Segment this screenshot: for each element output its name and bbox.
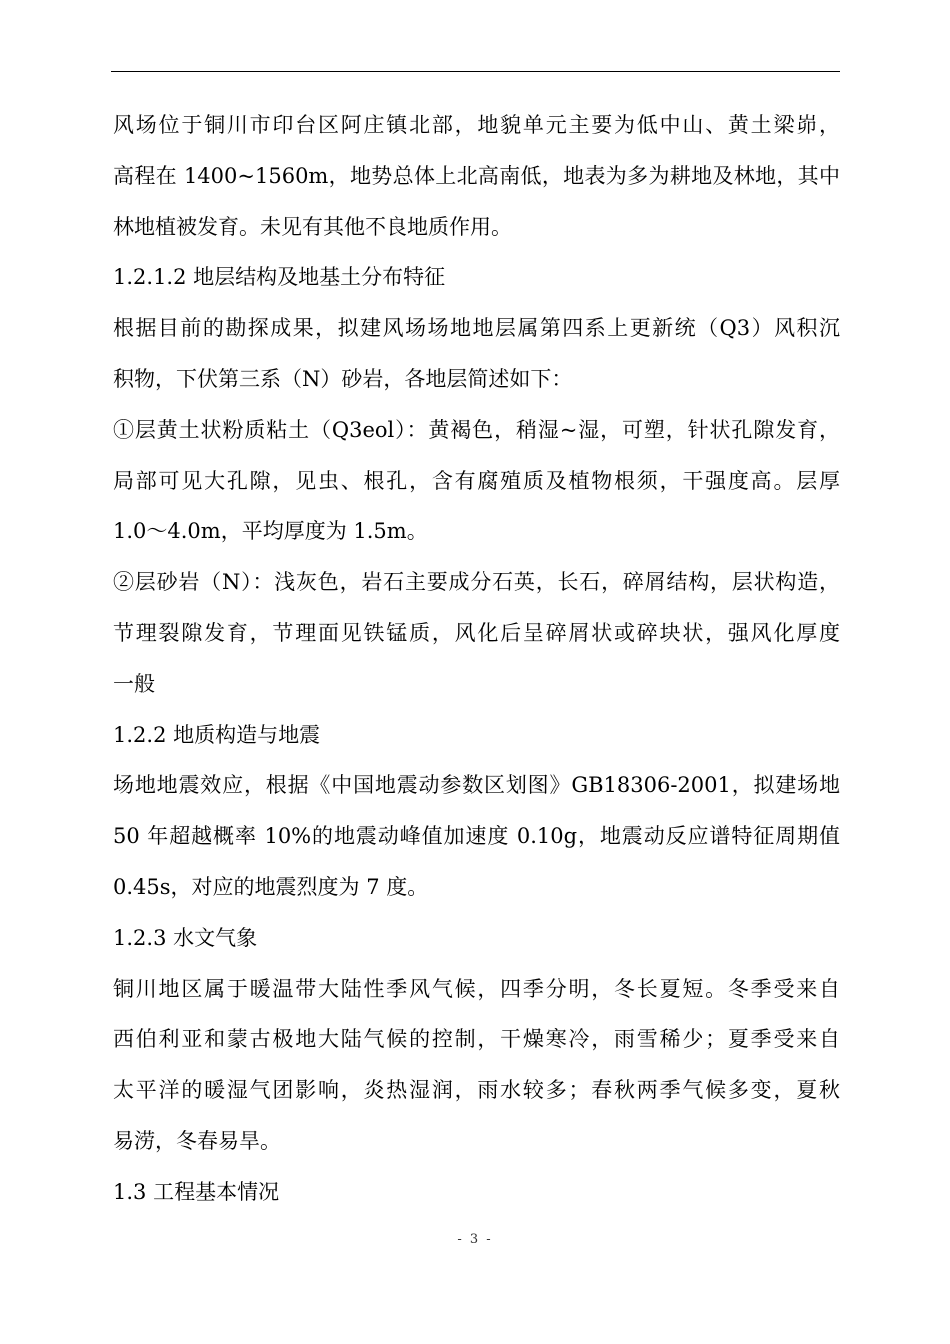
paragraph-line: ①层黄土状粉质粘土（Q3eol）：黄褐色，稍湿~湿，可塑，针状孔隙发育， [113, 417, 840, 442]
section-heading: 1.3 工程基本情况 [113, 1179, 280, 1204]
paragraph-line: 太平洋的暖湿气团影响，炎热湿润，雨水较多；春秋两季气候多变，夏秋 [113, 1078, 840, 1103]
section-heading: 1.2.3 水文气象 [113, 925, 258, 950]
paragraph-line: 西伯利亚和蒙古极地大陆气候的控制，干燥寒冷，雨雪稀少；夏季受来自 [113, 1027, 840, 1052]
paragraph-line: 局部可见大孔隙，见虫、根孔，含有腐殖质及植物根须，干强度高。层厚 [113, 468, 840, 493]
paragraph-line: 1.0～4.0m，平均厚度为 1.5m。 [113, 519, 428, 544]
paragraph-line: ②层砂岩（N）：浅灰色，岩石主要成分石英，长石，碎屑结构，层状构造， [113, 570, 840, 595]
paragraph-line: 易涝，冬春易旱。 [113, 1128, 281, 1153]
paragraph-line: 根据目前的勘探成果，拟建风场场地地层属第四系上更新统（Q3）风积沉 [113, 316, 840, 341]
section-heading: 1.2.2 地质构造与地震 [113, 722, 321, 747]
paragraph-line: 50 年超越概率 10%的地震动峰值加速度 0.10g，地震动反应谱特征周期值 [113, 824, 840, 849]
paragraph-line: 风场位于铜川市印台区阿庄镇北部，地貌单元主要为低中山、黄土梁峁， [113, 113, 840, 137]
header-rule [111, 71, 840, 72]
paragraph-line: 节理裂隙发育，节理面见铁锰质，风化后呈碎屑状或碎块状，强风化厚度 [113, 620, 840, 645]
page-number: - 3 - [457, 1232, 493, 1247]
paragraph-line: 铜川地区属于暖温带大陆性季风气候，四季分明，冬长夏短。冬季受来自 [113, 976, 840, 1001]
paragraph-line: 一般 [113, 671, 155, 696]
paragraph-line: 林地植被发育。未见有其他不良地质作用。 [113, 214, 512, 239]
section-heading: 1.2.1.2 地层结构及地基土分布特征 [113, 265, 446, 290]
paragraph-line: 场地地震效应，根据《中国地震动参数区划图》GB18306-2001，拟建场地 [113, 773, 840, 798]
body-text [113, 100, 840, 1218]
paragraph-line: 高程在 1400~1560m，地势总体上北高南低，地表为多为耕地及林地，其中 [113, 163, 840, 188]
paragraph-line: 0.45s，对应的地震烈度为 7 度。 [113, 874, 429, 899]
paragraph-line: 积物，下伏第三系（N）砂岩，各地层简述如下： [113, 366, 573, 391]
